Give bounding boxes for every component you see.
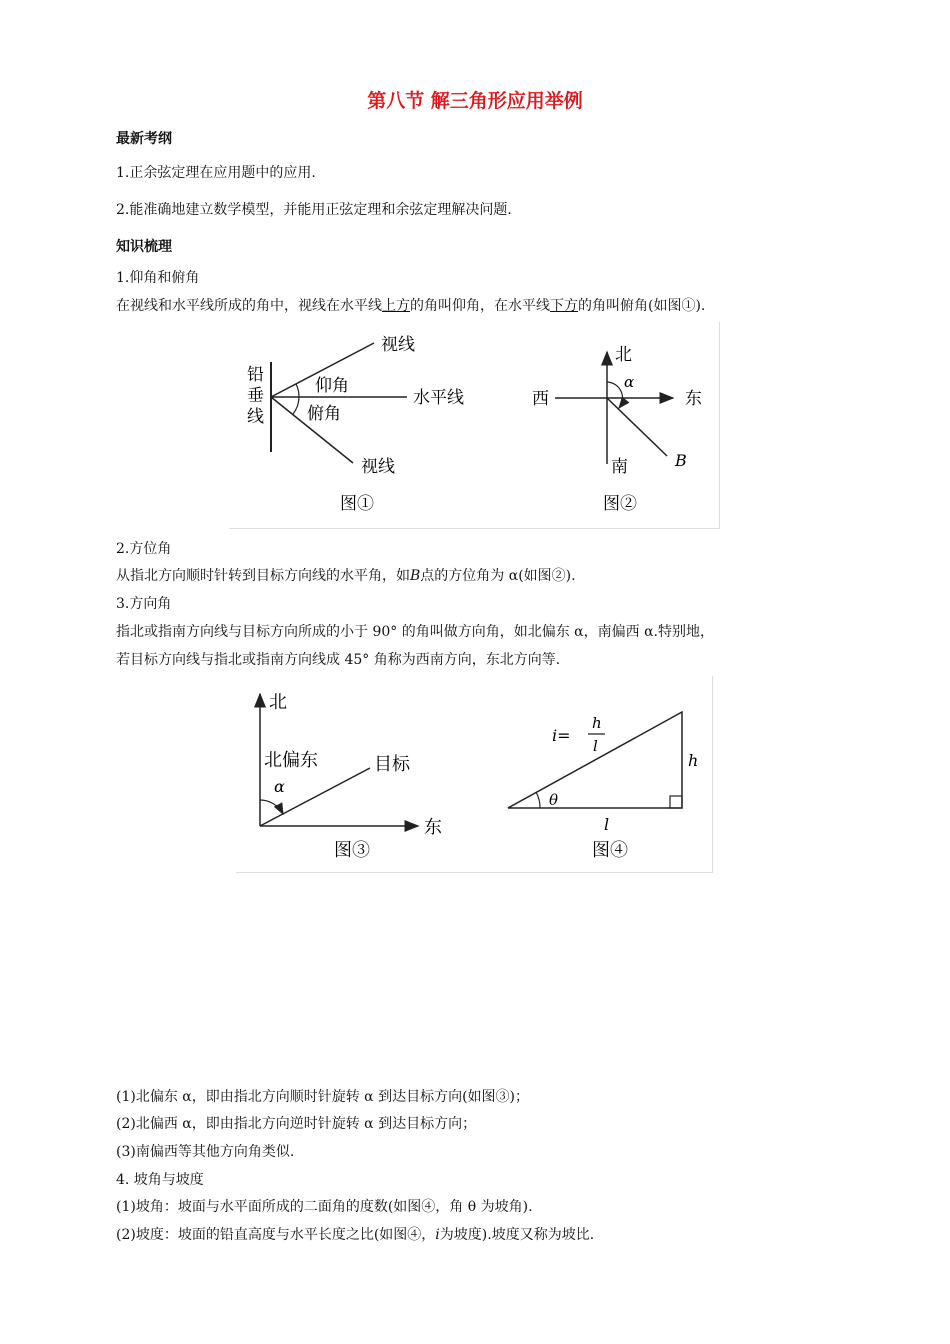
fig3-target-label: 目标	[374, 754, 410, 775]
kaogang-item-1: 1.正余弦定理在应用题中的应用.	[116, 165, 316, 181]
fig3-caption: 图③	[334, 840, 370, 861]
fig2-point-label: B	[675, 451, 687, 470]
s4-item-2-text-a: (2)坡度：坡面的铅直高度与水平长度之比(如图④，	[116, 1227, 436, 1243]
fig2-south-label: 南	[611, 457, 628, 477]
note-1: (1)北偏东 α，即由指北方向顺时针旋转 α 到达目标方向(如图③)；	[116, 1089, 530, 1105]
kaogang-item-2: 2.能准确地建立数学模型，并能用正弦定理和余弦定理解决问题.	[116, 202, 512, 218]
fig1-sight-label-bottom: 视线	[361, 457, 395, 477]
fig2-north-label: 北	[615, 345, 632, 365]
fig2-alpha-arc	[607, 382, 623, 408]
s1-text-a: 在视线和水平线所成的角中，视线在水平线	[116, 298, 382, 314]
fig2-east-label: 东	[685, 389, 702, 409]
s2-text-b: 点的方位角为 α(如图②).	[420, 568, 576, 584]
s2-text-a: 从指北方向顺时针转到目标方向线的水平角，如	[116, 568, 410, 584]
fig1-caption: 图①	[340, 494, 374, 514]
section-heading-kaogang: 最新考纲	[116, 131, 172, 147]
fig2-caption: 图②	[603, 494, 637, 514]
s4-item-2-text-b: 为坡度).坡度又称为坡比.	[439, 1227, 595, 1243]
s2-heading: 2.方位角	[116, 541, 172, 557]
s4-item-2	[116, 1224, 594, 1244]
s2-paragraph	[116, 565, 576, 585]
fig1-horizontal-label: 水平线	[413, 388, 464, 408]
note-2: (2)北偏西 α，即由指北方向逆时针旋转 α 到达目标方向；	[116, 1116, 477, 1132]
s1-blank-below: 下方	[550, 298, 578, 314]
fig3-alpha-arc	[260, 800, 283, 814]
fig1-arc-down	[293, 397, 299, 414]
fig1-vertical-label-2: 垂	[247, 386, 264, 406]
s4-item-1: (1)坡角：坡面与水平面所成的二面角的度数(如图④，角 θ 为坡角).	[116, 1199, 533, 1215]
s4-heading: 4. 坡角与坡度	[116, 1172, 204, 1188]
s3-heading: 3.方向角	[116, 596, 172, 612]
fig4-right-angle	[670, 796, 682, 808]
fig3-north-label: 北	[269, 692, 287, 713]
fig4-frac-num: h	[592, 714, 602, 732]
fig1-elevation-label: 仰角	[315, 376, 349, 396]
section-heading-zhishi: 知识梳理	[116, 239, 172, 255]
figure-3-4	[236, 676, 713, 873]
fig4-frac-den: l	[593, 737, 598, 755]
fig4-caption: 图④	[592, 840, 628, 861]
fig1-vertical-label-3: 线	[247, 407, 264, 427]
figure-1-2	[229, 322, 720, 529]
fig2-direction-line	[607, 398, 667, 456]
fig1-depression-label: 俯角	[307, 404, 341, 424]
fig4-theta-label: θ	[549, 791, 559, 809]
fig4-l-label: l	[604, 815, 610, 834]
page-title: 第八节 解三角形应用举例	[367, 90, 583, 112]
s4-item-2-i: i	[435, 1227, 440, 1243]
fig4-theta-arc	[536, 792, 540, 808]
fig3-alpha-label: α	[274, 777, 285, 796]
fig1-arc-up	[296, 384, 299, 397]
s1-blank-above: 上方	[382, 298, 410, 314]
s1-heading: 1.仰角和俯角	[116, 270, 200, 286]
s2-point: B	[410, 568, 421, 584]
fig1-vertical-label-1: 铅	[247, 365, 264, 385]
fig2-alpha-label: α	[624, 373, 635, 391]
s3-line-1: 指北或指南方向线与目标方向所成的小于 90° 的角叫做方向角，如北偏东 α，南偏西 α.特别地，	[116, 624, 714, 640]
fig3-east-label: 东	[424, 817, 442, 838]
fig2-west-label: 西	[532, 389, 549, 409]
fig4-i-equals: i=	[552, 726, 571, 745]
fig1-sight-label-top: 视线	[381, 335, 415, 355]
s1-text-b: 的角叫仰角，在水平线	[410, 298, 550, 314]
figure-3-4-svg	[236, 676, 712, 872]
figure-1-2-svg	[229, 322, 719, 528]
s3-line-2: 若目标方向线与指北或指南方向线成 45° 角称为西南方向，东北方向等.	[116, 652, 561, 668]
s1-text-c: 的角叫俯角(如图①).	[578, 298, 706, 314]
note-3: (3)南偏西等其他方向角类似.	[116, 1144, 295, 1160]
fig4-h-label: h	[688, 751, 699, 770]
s1-paragraph	[116, 295, 705, 315]
fig3-direction-label: 北偏东	[264, 750, 318, 771]
